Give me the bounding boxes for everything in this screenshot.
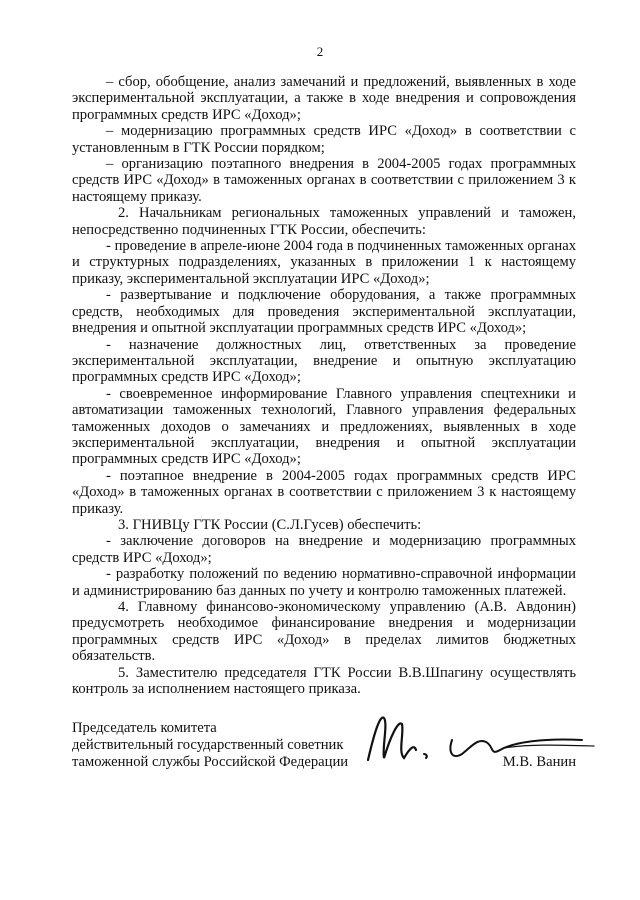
signature-block <box>72 720 576 790</box>
paragraph-12: - разработку положений по ведению нормативно-справочной информации и администрированию баз данных по учету и контролю таможенных платежей. <box>72 566 576 599</box>
paragraph-6: - развертывание и подключение оборудования, а также программных средств, необходимых для проведения экспериментальной эксплуатации, внедрения и опытной эксплуатации программных средств ИРС «Доход»; <box>72 287 576 337</box>
signatory-title-line-2: действительный государственный советник <box>72 737 344 753</box>
signatory-title <box>72 720 372 771</box>
paragraph-3: – организацию поэтапного внедрения в 2004-2005 годах программных средств ИРС «Доход» в таможенных органах в соответствии с приложением 3 к настоящему приказу. <box>72 156 576 205</box>
signatory-title-line-1: Председатель комитета <box>72 720 217 736</box>
page-number: 2 <box>316 44 324 59</box>
paragraph-5: - проведение в апреле-июне 2004 года в подчиненных таможенных органах и структурных подразделениях, указанных в приложении 1 к настоящему приказу, экспериментальной эксплуатации ИРС «Доход»; <box>72 238 576 287</box>
signatory-name: М.В. Ванин <box>502 754 576 770</box>
paragraph-8: - своевременное информирование Главного управления спецтехники и автоматизации таможенных технологий, Главного управления федеральных таможенных доходов о замечаниях и предложениях, выявленных в ходе экспериментальной эксплуатации, внедрения и опытной эксплуатации программных средств ИРС «Доход»; <box>72 385 576 468</box>
handwritten-signature <box>354 704 604 784</box>
paragraph-13: 4. Главному финансово-экономическому управлению (А.В. Авдонин) предусмотреть необходимое финансирование внедрения и модернизации программных средств ИРС «Доход» в пределах лимитов бюджетных обязательств. <box>72 599 576 665</box>
paragraph-10: 3. ГНИВЦу ГТК России (С.Л.Гусев) обеспечить: <box>118 516 422 533</box>
paragraph-2: – модернизацию программных средств ИРС «Доход» в соответствии с установленным в ГТК России порядком; <box>72 123 576 156</box>
document-body <box>72 74 576 697</box>
paragraph-7: - назначение должностных лиц, ответственных за проведение экспериментальной эксплуатации, внедрение и опытную эксплуатацию программных средств ИРС «Доход»; <box>72 336 576 386</box>
paragraph-9: - поэтапное внедрение в 2004-2005 годах программных средств ИРС «Доход» в таможенных органах в соответствии с приложением 3 к настоящему приказу. <box>72 467 576 517</box>
signatory-title-line-3: таможенной службы Российской Федерации <box>72 754 349 770</box>
paragraph-14: 5. Заместителю председателя ГТК России В.В.Шпагину осуществлять контроль за исполнением настоящего приказа. <box>72 664 576 698</box>
paragraph-4: 2. Начальникам региональных таможенных управлений и таможен, непосредственно подчиненных ГТК России, обеспечить: <box>72 205 576 238</box>
paragraph-1: – сбор, обобщение, анализ замечаний и предложений, выявленных в ходе экспериментальной эксплуатации, а также в ходе внедрения и сопровождения программных средств ИРС «Доход»; <box>72 74 576 123</box>
paragraph-11: - заключение договоров на внедрение и модернизацию программных средств ИРС «Доход»; <box>72 533 576 566</box>
